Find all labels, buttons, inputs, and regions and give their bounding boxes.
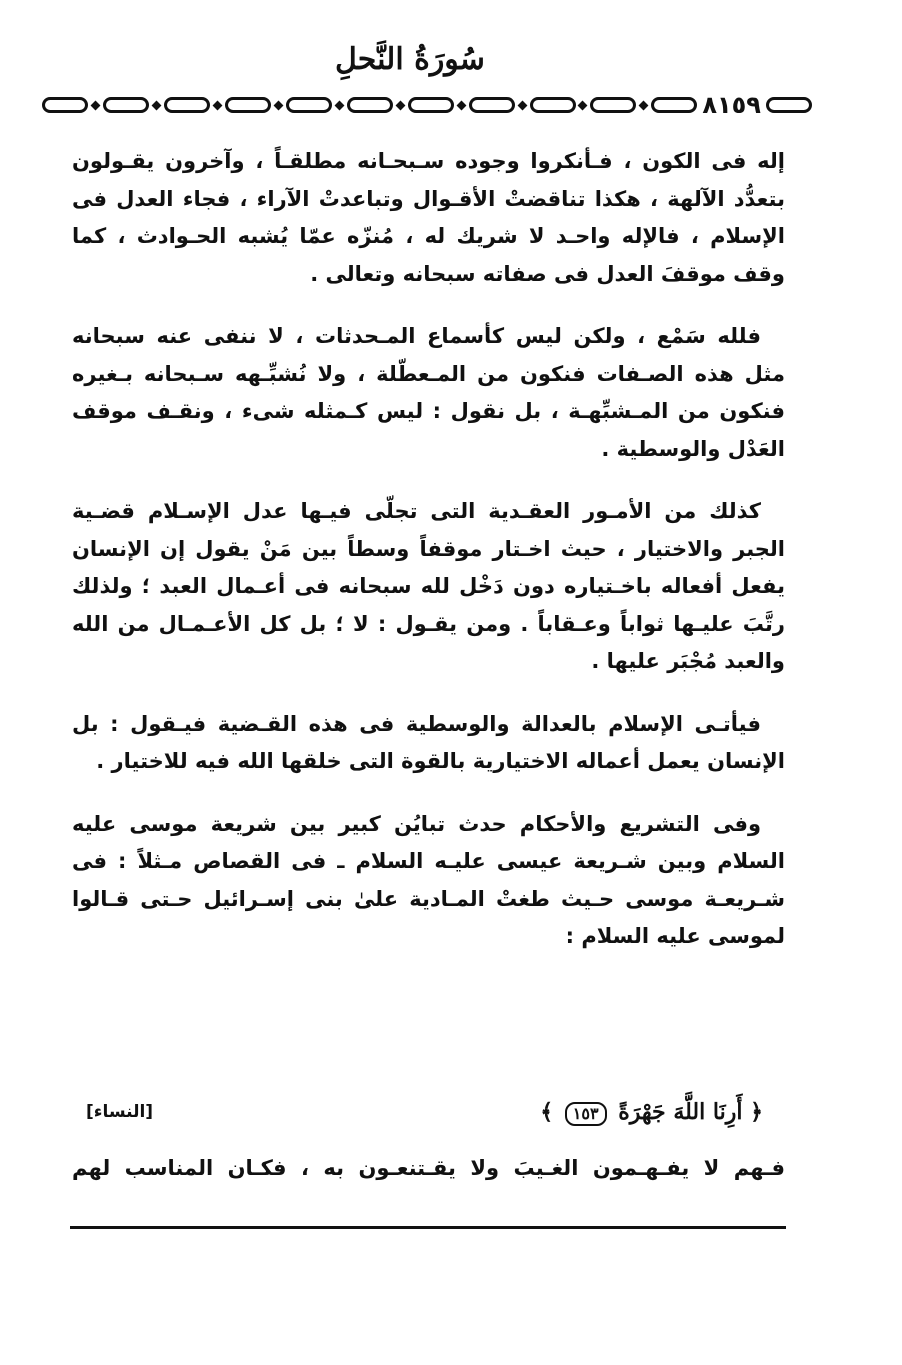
ornament-link-icon bbox=[42, 97, 88, 113]
paragraph: فيأتـى الإسلام بالعدالة والوسطية فى هذه القـضية فيـقول : بل الإنسان يعمل أعماله الاختيارية بالقوة التى خلقها الله فيه للاختيار . bbox=[72, 711, 785, 773]
ornament-link-icon bbox=[164, 97, 210, 113]
header-ornament bbox=[42, 92, 812, 118]
ornament-link-icon bbox=[766, 97, 812, 113]
ornament-link-icon bbox=[408, 97, 454, 113]
ornament-diamond-icon bbox=[395, 100, 405, 110]
verse bbox=[540, 1099, 763, 1126]
verse-bracket-open: ﴿ bbox=[750, 1098, 763, 1125]
verse-number: ١٥٣ bbox=[565, 1102, 607, 1126]
paragraph: كذلك من الأمـور العقـدية التى تجلّى فيـها عدل الإسـلام قضـية الجبر والاختيار ، حيث اخـتار موقفاً وسطاً بين مَنْ يقول إن الإنسان يفعل أفعاله باخـتياره دون دَخْل لله سبحانه فى أعـمال العبد ؛ ولذلك رتَّبَ عليـها ثواباً وعـقاباً . ومن يقـول : لا ؛ بل كل الأعـمـال من الله والعبد مُجْبَر عليها . bbox=[72, 499, 785, 673]
ornament-link-icon bbox=[347, 97, 393, 113]
ornament-diamond-icon bbox=[273, 100, 283, 110]
paragraph: إله فى الكون ، فـأنكروا وجوده سـبحـانه مطلقـاً ، وآخرون يقـولون بتعدُّد الآلهة ، هكذا تناقضتْ الأقـوال وتباعدتْ الآراء ، فجاء العدل فى الإسلام ، فالإله واحـد لا شريك له ، مُنزّه عمّا يُشبه الحـوادث ، كما وقف موقفَ العدل فى صفاته سبحانه وتعالى . bbox=[72, 149, 785, 286]
ornament-link-icon bbox=[286, 97, 332, 113]
paragraph: فلله سَمْع ، ولكن ليس كأسماع المـحدثات ، لا ننفى عنه سبحانه مثل هذه الصـفات فنكون من المـعطّلة ، ولا نُشبِّـهه سـبحانه بـغيره فنكون من المـشبِّهـة ، بل نقول : ليس كـمثله شىء ، ونقـف موقف العَدْل والوسطية . bbox=[72, 324, 785, 461]
closing-line: فـهم لا يفـهـمون الغـيبَ ولا يقـتنعـون به ، فكـان المناسب لهم bbox=[72, 1156, 785, 1180]
ornament-diamond-icon bbox=[91, 100, 101, 110]
ornament-diamond-icon bbox=[151, 100, 161, 110]
ornament-diamond-icon bbox=[639, 100, 649, 110]
ornament-link-icon bbox=[469, 97, 515, 113]
ornament-diamond-icon bbox=[517, 100, 527, 110]
page-number: ٨١٥٩ bbox=[702, 91, 761, 119]
ornament-diamond-icon bbox=[334, 100, 344, 110]
ornament-link-icon bbox=[103, 97, 149, 113]
ornament-diamond-icon bbox=[212, 100, 222, 110]
verse-bracket-close: ﴾ bbox=[540, 1098, 554, 1125]
ornament-link-icon bbox=[590, 97, 636, 113]
surah-title: سُورَةُ النَّحلِ bbox=[335, 42, 485, 77]
ornament-diamond-icon bbox=[456, 100, 466, 110]
paragraph: وفى التشريع والأحكام حدث تبايُن كبير بين شريعة موسى عليه السلام وبين شـريعة عيسى عليـه السلام ـ فى القصاص مـثلاً : فى شـريعـة موسى حـيث طغتْ المـادية علىٰ بنى إسـرائيل حـتى قـالوا لموسى عليه السلام : bbox=[72, 811, 785, 948]
verse-text: أَرِنَا اللَّهَ جَهْرَةً bbox=[618, 1098, 743, 1125]
body-text bbox=[72, 143, 785, 981]
ornament-link-icon bbox=[651, 97, 697, 113]
ornament-link-icon bbox=[225, 97, 271, 113]
surah-reference: [النساء] bbox=[86, 1102, 154, 1122]
ornament-link-icon bbox=[530, 97, 576, 113]
footer-divider bbox=[70, 1226, 786, 1229]
quran-quote bbox=[72, 1092, 785, 1132]
ornament-diamond-icon bbox=[578, 100, 588, 110]
